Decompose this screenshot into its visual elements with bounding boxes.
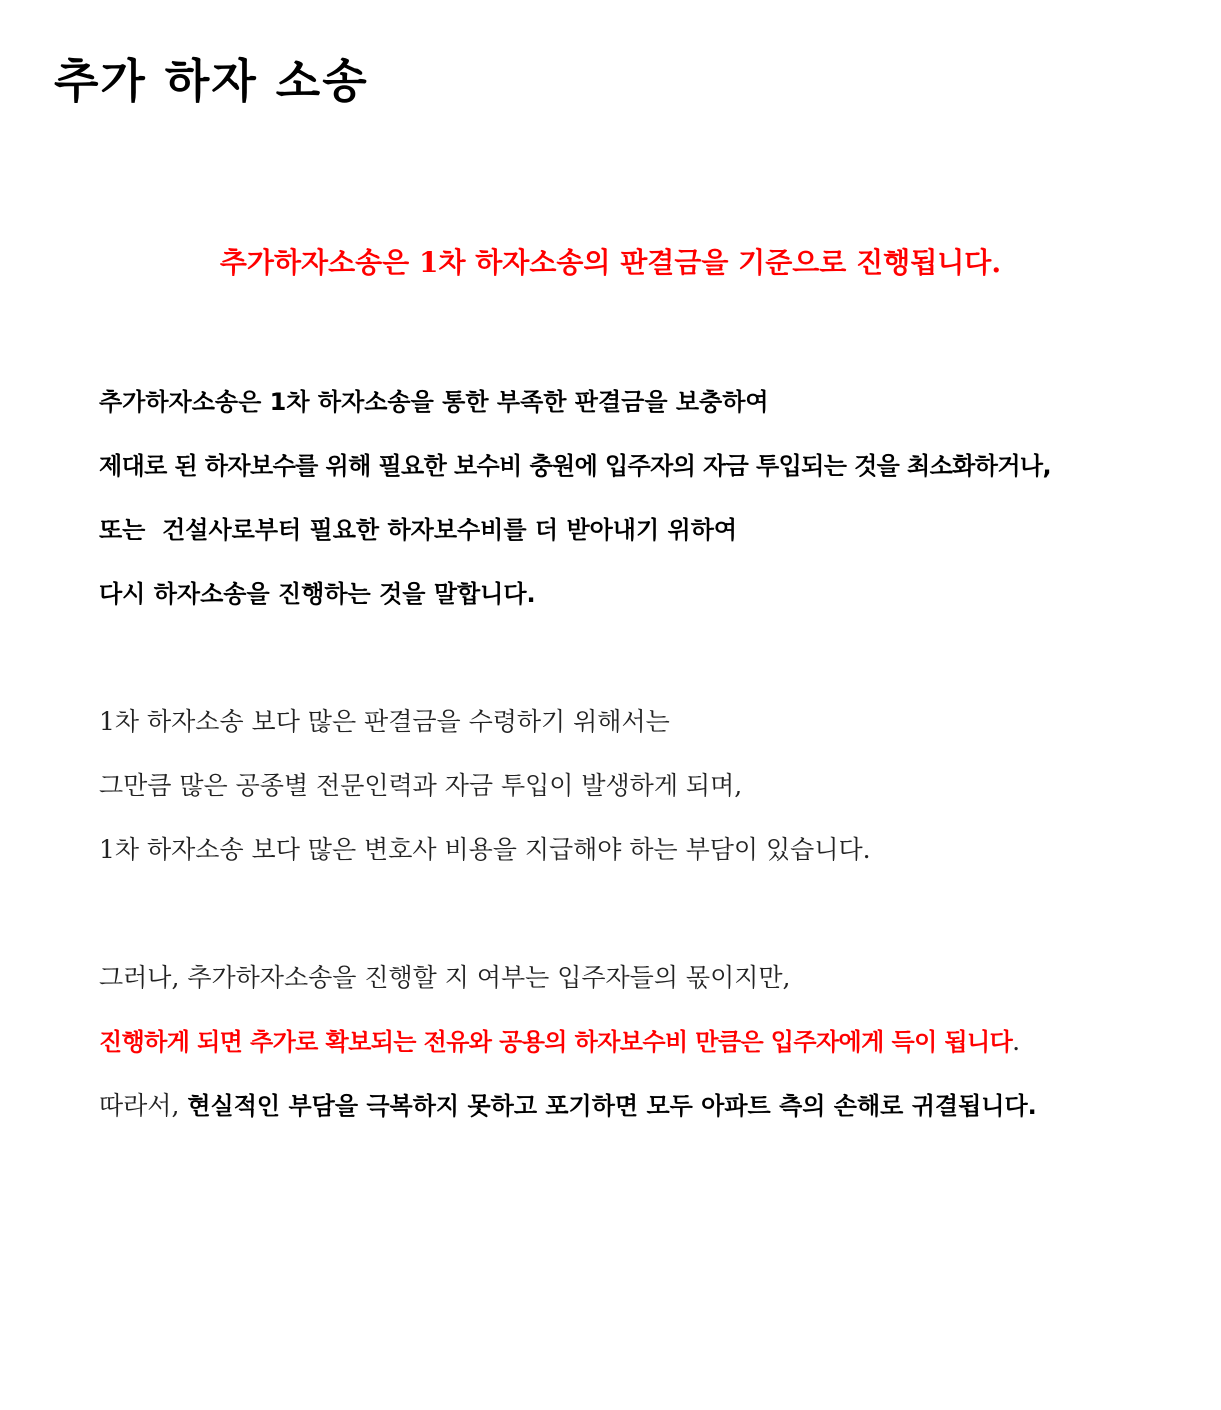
paragraph-line: 1차 하자소송 보다 많은 변호사 비용을 지급해야 하는 부담이 있습니다.: [99, 835, 871, 864]
paragraph-cost: [99, 690, 1209, 882]
paragraph-line: 1차 하자소송 보다 많은 판결금을 수령하기 위해서는: [99, 707, 670, 736]
paragraph-conclusion: [99, 946, 1209, 1138]
paragraph-line: 다시 하자소송을 진행하는 것을 말합니다.: [99, 580, 536, 608]
paragraph-line: 그만큼 많은 공종별 전문인력과 자금 투입이 발생하게 되며,: [99, 771, 743, 800]
headline: 추가하자소송은 1차 하자소송의 판결금을 기준으로 진행됩니다.: [219, 246, 1002, 279]
paragraph-line: 또는 건설사로부터 필요한 하자보수비를 더 받아내기 위하여: [99, 516, 738, 544]
conclusion-text: 현실적인 부담을 극복하지 못하고 포기하면 모두 아파트 측의 손해로 귀결됩니다.: [187, 1092, 1037, 1120]
paragraph-line-highlight: [99, 1010, 1209, 1074]
period-text: .: [1012, 1027, 1020, 1056]
page-title: 추가 하자 소송: [54, 54, 369, 108]
paragraph-line: 그러나, 추가하자소송을 진행할 지 여부는 입주자들의 몫이지만,: [99, 963, 791, 992]
paragraph-line: 추가하자소송은 1차 하자소송을 통한 부족한 판결금을 보충하여: [99, 388, 769, 416]
paragraph-line: 제대로 된 하자보수를 위해 필요한 보수비 충원에 입주자의 자금 투입되는 것을 최소화하거나,: [99, 452, 1052, 480]
paragraph-definition: [99, 370, 1209, 626]
paragraph-line-conclusion: [99, 1074, 1209, 1138]
highlight-text: 진행하게 되면 추가로 확보되는 전유와 공용의 하자보수비 만큼은 입주자에게 득이 됩니다: [99, 1028, 1013, 1056]
conclusion-prefix: 따라서,: [99, 1091, 188, 1120]
